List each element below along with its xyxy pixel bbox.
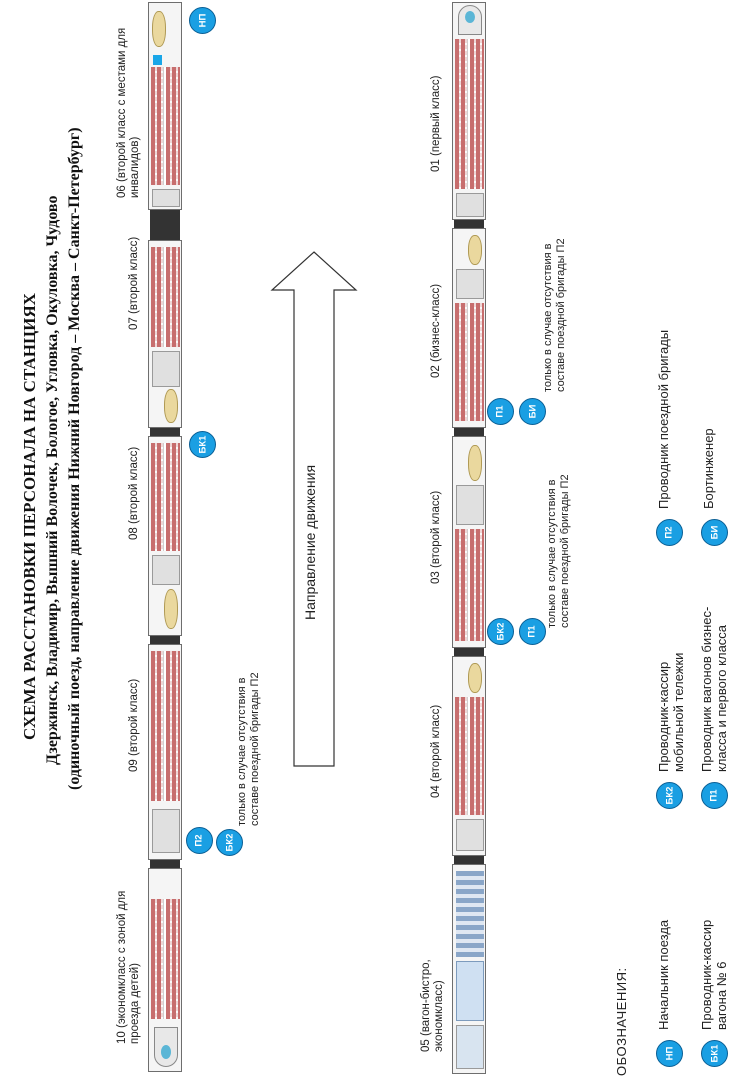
legend-text-p1: Проводник вагонов бизнес-класса и первого класса [699, 606, 729, 772]
car-label-07: 07 (второй класс) [128, 236, 140, 330]
badge-bi: БИ [519, 398, 546, 425]
car-label-08: 08 (второй класс) [128, 446, 140, 540]
legend-heading: ОБОЗНАЧЕНИЯ: [614, 967, 629, 1076]
car-label-03: 03 (второй класс) [430, 490, 442, 584]
badge-bk1: БК1 [189, 431, 216, 458]
note-p1-car2: только в случае отсутствия в составе поездной бригады П2 [542, 238, 567, 392]
title-main: СХЕМА РАССТАНОВКИ ПЕРСОНАЛА НА СТАНЦИЯХ [20, 293, 39, 740]
legend-badge-bk1: БК1 [701, 1040, 728, 1067]
badge-p1-car2: П1 [487, 398, 514, 425]
car-07 [148, 240, 182, 428]
car-label-01: 01 (первый класс) [430, 75, 442, 172]
legend-text-bk1: Проводник-кассир вагона № 6 [699, 919, 729, 1030]
car-05 [452, 864, 486, 1074]
car-label-06: 06 (второй класс с местами для инвалидов) [116, 27, 141, 198]
note-bk2-car9: только в случае отсутствия в составе поездной бригады П2 [236, 672, 261, 826]
table-icon [152, 11, 166, 47]
car-08 [148, 436, 182, 636]
car-label-09: 09 (второй класс) [128, 678, 140, 772]
legend-badge-p2: П2 [656, 519, 683, 546]
legend-badge-p1: П1 [701, 782, 728, 809]
car-02 [452, 228, 486, 428]
car-09 [148, 644, 182, 860]
car-01 [452, 2, 486, 220]
car-label-05: 05 (вагон-бистро, экономкласс) [420, 959, 445, 1052]
badge-p2: П2 [186, 827, 213, 854]
legend-badge-bk2: БК2 [656, 782, 683, 809]
note-p1-car3: только в случае отсутствия в составе поездной бригады П2 [546, 474, 571, 628]
direction-label: Направление движения [302, 464, 318, 620]
legend-text-p2: Проводник поездной бригады [656, 329, 671, 509]
legend-badge-bi: БИ [701, 519, 728, 546]
car-10 [148, 868, 182, 1072]
car-label-02: 02 (бизнес-класс) [430, 283, 442, 378]
badge-bk2-lower: БК2 [487, 618, 514, 645]
legend-badge-np: НП [656, 1040, 683, 1067]
car-03 [452, 436, 486, 648]
legend-text-bi: Бортинженер [701, 428, 716, 509]
car-label-04: 04 (второй класс) [430, 704, 442, 798]
car-04 [452, 656, 486, 856]
title-stations: Дзержинск, Владимир, Вышний Волочек, Бологое, Угловка, Окуловка, Чудово [44, 195, 61, 765]
car-label-10: 10 (экономкласс с зоной для проезда детей) [116, 890, 141, 1044]
badge-np: НП [189, 7, 216, 34]
legend-text-np: Начальник поезда [656, 919, 671, 1030]
car-06 [148, 2, 182, 210]
badge-p1-car3: П1 [519, 618, 546, 645]
badge-bk2-upper: БК2 [216, 829, 243, 856]
water-icon [153, 55, 162, 65]
legend-text-bk2: Проводник-кассир мобильной тележки [656, 652, 686, 772]
title-direction: (одиночный поезд, направление движения Нижний Новгород – Москва – Санкт-Петербург) [66, 127, 83, 790]
